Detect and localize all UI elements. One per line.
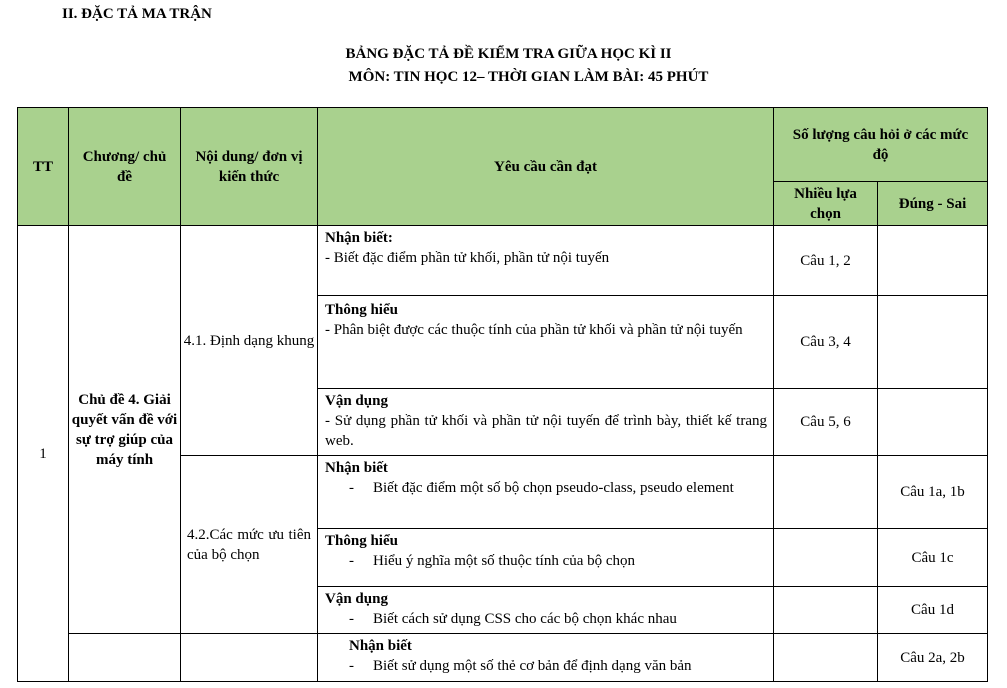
section-title: II. ĐẶC TẢ MA TRẬN	[62, 6, 212, 22]
requirement-cell	[318, 226, 774, 296]
topic-cell-empty	[69, 634, 181, 682]
unit-cell: 4.1. Định dạng khung	[181, 226, 318, 456]
mcq-cell: Câu 3, 4	[774, 296, 878, 389]
bullet-dash: -	[349, 480, 354, 496]
document-subtitle: MÔN: TIN HỌC 12– THỜI GIAN LÀM BÀI: 45 PHÚT	[348, 69, 709, 85]
bullet-dash: -	[349, 658, 354, 674]
requirement-text: - Sử dụng phần tử khối và phần tử nội tuyến để trình bày, thiết kế trang web.	[325, 413, 767, 449]
tf-cell: Câu 1d	[878, 587, 988, 634]
header-mcq: Nhiều lựa chọn	[774, 182, 878, 226]
bullet-dash: -	[349, 611, 354, 627]
requirement-text: - Phân biệt được các thuộc tính của phần tử khối và phần tử nội tuyến	[325, 322, 743, 338]
header-content: Nội dung/ đơn vị kiến thức	[181, 108, 318, 226]
requirement-cell	[318, 529, 774, 587]
header-true-false: Đúng - Sai	[878, 182, 988, 226]
level-label: Nhận biết	[349, 638, 412, 654]
document-title: BẢNG ĐẶC TẢ ĐỀ KIỂM TRA GIỮA HỌC KÌ II	[345, 46, 672, 62]
mcq-cell: Câu 1, 2	[774, 226, 878, 296]
tf-cell	[878, 296, 988, 389]
unit-cell-empty	[181, 634, 318, 682]
mcq-cell	[774, 529, 878, 587]
mcq-cell	[774, 634, 878, 682]
level-label: Nhận biết:	[325, 230, 393, 246]
header-chapter: Chương/ chủ đề	[69, 108, 181, 226]
level-label: Vận dụng	[325, 591, 388, 607]
header-question-count: Số lượng câu hỏi ở các mức độ	[774, 108, 988, 182]
requirement-text: Hiểu ý nghĩa một số thuộc tính của bộ chọn	[373, 553, 636, 569]
requirement-text: Biết sử dụng một số thẻ cơ bản để định dạng văn bản	[373, 658, 692, 674]
mcq-cell: Câu 5, 6	[774, 389, 878, 456]
level-label: Thông hiểu	[325, 302, 398, 318]
topic-cell: Chủ đề 4. Giải quyết vấn đề với sự trợ giúp của máy tính	[69, 226, 181, 634]
requirement-text: - Biết đặc điểm phần tử khối, phần tử nội tuyến	[325, 250, 610, 266]
bullet-dash: -	[349, 553, 354, 569]
requirement-text: Biết cách sử dụng CSS cho các bộ chọn khác nhau	[373, 611, 677, 627]
level-label: Vận dụng	[325, 393, 388, 409]
level-label: Nhận biết	[325, 460, 388, 476]
tf-cell	[878, 226, 988, 296]
tf-cell	[878, 389, 988, 456]
requirement-cell	[318, 389, 774, 456]
unit-cell: 4.2.Các mức ưu tiên của bộ chọn	[181, 456, 318, 634]
requirement-cell	[318, 634, 774, 682]
header-tt: TT	[18, 108, 69, 226]
tf-cell: Câu 1a, 1b	[878, 456, 988, 529]
tf-cell: Câu 1c	[878, 529, 988, 587]
specification-table	[17, 107, 988, 682]
tf-cell: Câu 2a, 2b	[878, 634, 988, 682]
requirement-cell	[318, 587, 774, 634]
requirement-cell	[318, 456, 774, 529]
header-requirement: Yêu cầu cần đạt	[318, 108, 774, 226]
mcq-cell	[774, 587, 878, 634]
requirement-cell	[318, 296, 774, 389]
level-label: Thông hiểu	[325, 533, 398, 549]
mcq-cell	[774, 456, 878, 529]
row-number: 1	[18, 226, 69, 682]
requirement-text: Biết đặc điểm một số bộ chọn pseudo-class, pseudo element	[373, 480, 734, 496]
